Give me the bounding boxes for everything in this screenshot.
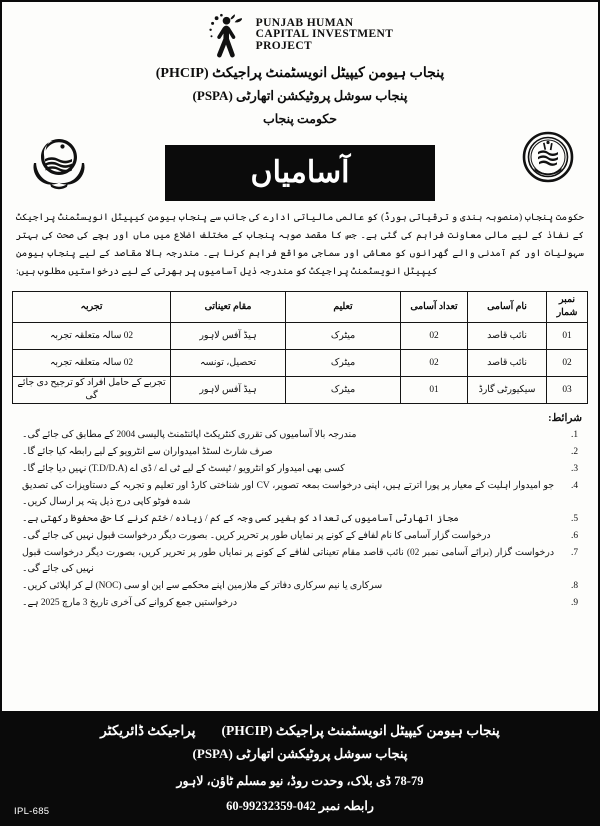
intro-text: حکومت پنجاب (منصوبہ بندی و ترقیاتی بورڈ) کو عالمی مالیاتی ادارے کی جانب سے پنجاب ہیومن کیپیٹل انویسٹمنٹ پراجیکٹ کے نفاذ کے لیے مالی معاونت فراہم کی گئی ہے۔ جس کا مقصد صوبہ پنجاب کے مختلف اضلاع میں ماں اور بچے کی صحت کی بہتر سہولیات اور کم آمدنی والے گھرانوں کو معاشی اور سماجی مواقع فراہم کرنا ہے۔ مندرجہ بالا مقاصد کے لیے پنجاب ہیومن کیپیٹل انویسٹمنٹ پراجیکٹ کو مندرجہ ذیل آسامیوں پر بھرتی کے لیے درخواستیں مطلوب ہیں: xyxy=(16,212,584,277)
punjab-government-crest-icon xyxy=(26,133,92,195)
cell-serial: 01 xyxy=(547,323,588,350)
condition-item xyxy=(22,595,578,611)
cell-experience: 02 سالہ متعلقہ تجربہ xyxy=(13,323,171,350)
condition-text: درخواستیں جمع کروانے کی آخری تاریخ 3 مارچ 2025 ہے۔ xyxy=(22,598,237,608)
header-experience: تجربہ xyxy=(13,292,171,323)
condition-text: مجاز اتھارٹی آسامیوں کی تعداد کو بغیر کسی وجہ کے کم / زیادہ / ختم کرنے کا حق محفوظ رکھتی ہے۔ xyxy=(22,514,459,524)
footer-organization-line1: پنجاب ہیومن کیپیٹل انویسٹمنٹ پراجیکٹ (PHCIP) xyxy=(221,723,500,738)
condition-number: 1. xyxy=(570,430,578,440)
cell-education: میٹرک xyxy=(286,377,401,404)
table-row xyxy=(13,377,588,404)
condition-number: 4. xyxy=(570,481,578,491)
header-place: مقام تعیناتی xyxy=(171,292,286,323)
cell-quantity: 01 xyxy=(401,377,468,404)
cell-experience: تجربے کے حامل افراد کو ترجیح دی جائے گی xyxy=(13,377,171,404)
condition-text: سرکاری یا نیم سرکاری دفاتر کے ملازمین اپنے محکمے سے این او سی (NOC) لے کر اپلائی کریں۔ xyxy=(22,581,383,591)
condition-item xyxy=(22,511,578,527)
contact-footer xyxy=(2,711,598,824)
condition-item xyxy=(22,578,578,594)
organization-logo-text xyxy=(256,18,394,53)
organization-logo-row xyxy=(8,12,592,58)
advertisement-reference: IPL-685 xyxy=(14,806,50,817)
cell-experience: 02 سالہ متعلقہ تجربہ xyxy=(13,350,171,377)
condition-number: 8. xyxy=(570,581,578,591)
cell-education: میٹرک xyxy=(286,323,401,350)
conditions-list xyxy=(22,427,578,611)
condition-text: درخواست گزار آسامی کا نام لفافے کے کونے پر نمایاں طور پر تحریر کریں۔ بصورت دیگر درخواست قبول نہیں کی جائے گی۔ xyxy=(22,531,491,541)
cell-serial: 02 xyxy=(547,350,588,377)
condition-item xyxy=(22,478,578,510)
introduction-paragraph xyxy=(16,209,584,281)
condition-item xyxy=(22,545,578,577)
cell-place: ہیڈ آفس لاہور xyxy=(171,323,286,350)
condition-item xyxy=(22,461,578,477)
official-seal-icon xyxy=(522,131,574,183)
cell-place: ہیڈ آفس لاہور xyxy=(171,377,286,404)
urdu-title-phcip: پنجاب ہیومن کیپیٹل انویسٹمنٹ پراجیکٹ (PHCIP) xyxy=(155,66,445,81)
condition-text: درخواست گزار (برائے آسامی نمبر 02) نائب قاصد مقام تعیناتی لفافے کے کونے پر نمایاں طور پر تحریر کریں، بصورت دیگر درخواست قبول نہیں کی جائے گی۔ xyxy=(22,548,554,574)
cell-post-name: نائب قاصد xyxy=(468,350,547,377)
condition-number: 5. xyxy=(570,514,578,524)
condition-text: صرف شارٹ لسٹڈ امیدواران سے انٹرویو کے لیے رابطہ کیا جائے گا۔ xyxy=(22,447,273,457)
logo-line-2: CAPITAL INVESTMENT xyxy=(255,28,394,41)
page-inner xyxy=(2,2,598,824)
footer-address: 78-79 ڈی بلاک، وحدت روڈ، نیو مسلم ٹاؤن، لاہور xyxy=(176,774,424,788)
cell-quantity: 02 xyxy=(401,323,468,350)
vacancies-banner xyxy=(165,145,435,201)
cell-place: تحصیل، تونسہ xyxy=(171,350,286,377)
cell-serial: 03 xyxy=(547,377,588,404)
cell-education: میٹرک xyxy=(286,350,401,377)
footer-title-row xyxy=(12,723,588,739)
table-header-row xyxy=(13,292,588,323)
footer-phone: رابطہ نمبر 042-99232359-60 xyxy=(226,799,374,813)
header-education: تعلیم xyxy=(286,292,401,323)
header-serial: نمبر شمار xyxy=(547,292,588,323)
table-row xyxy=(13,323,588,350)
cell-post-name: سیکیورٹی گارڈ xyxy=(468,377,547,404)
condition-item xyxy=(22,528,578,544)
cell-post-name: نائب قاصد xyxy=(468,323,547,350)
conditions-heading: شرائط: xyxy=(548,413,582,424)
header-quantity: تعداد آسامی xyxy=(401,292,468,323)
condition-number: 3. xyxy=(570,464,578,474)
footer-designation: پراجیکٹ ڈائریکٹر xyxy=(100,723,196,738)
condition-text: کسی بھی امیدوار کو انٹرویو / ٹیسٹ کے لیے ٹی اے / ڈی اے (T.D/D.A) نہیں دیا جائے گا۔ xyxy=(22,464,345,474)
footer-organization-line2: پنجاب سوشل پروٹیکشن اتھارٹی (PSPA) xyxy=(192,746,408,761)
phcip-logo-icon xyxy=(207,12,249,58)
crest-banner-band xyxy=(8,129,592,203)
banner-title: آسامیاں xyxy=(250,156,350,189)
table-row xyxy=(13,350,588,377)
cell-quantity: 02 xyxy=(401,350,468,377)
urdu-title-government: حکومت پنجاب xyxy=(262,112,338,126)
logo-line-3: PROJECT xyxy=(255,39,313,52)
condition-number: 2. xyxy=(570,447,578,457)
logo-line-1: PUNJAB HUMAN xyxy=(255,16,354,29)
condition-text: مندرجہ بالا آسامیوں کی تقرری کنٹریکٹ اپائنٹمنٹ پالیسی 2004 کے مطابق کی جائے گی۔ xyxy=(22,430,357,440)
vacancies-table xyxy=(12,291,588,404)
condition-number: 9. xyxy=(570,598,578,608)
condition-number: 6. xyxy=(570,531,578,541)
header-post-name: نام آسامی xyxy=(468,292,547,323)
condition-item xyxy=(22,444,578,460)
urdu-title-pspa: پنجاب سوشل پروٹیکشن اتھارٹی (PSPA) xyxy=(192,88,408,103)
condition-number: 7. xyxy=(570,548,578,558)
condition-item xyxy=(22,427,578,443)
condition-text: جو امیدوار اہلیت کے معیار پر پورا اترتے ہیں، اپنی درخواست بمعہ تصویر، CV اور شناختی کارڈ اور تعلیم و تجربہ کے دستاویزات کی تصدیق شدہ فوٹو کاپی درج ذیل پتہ پر ارسال کریں۔ xyxy=(22,481,554,507)
